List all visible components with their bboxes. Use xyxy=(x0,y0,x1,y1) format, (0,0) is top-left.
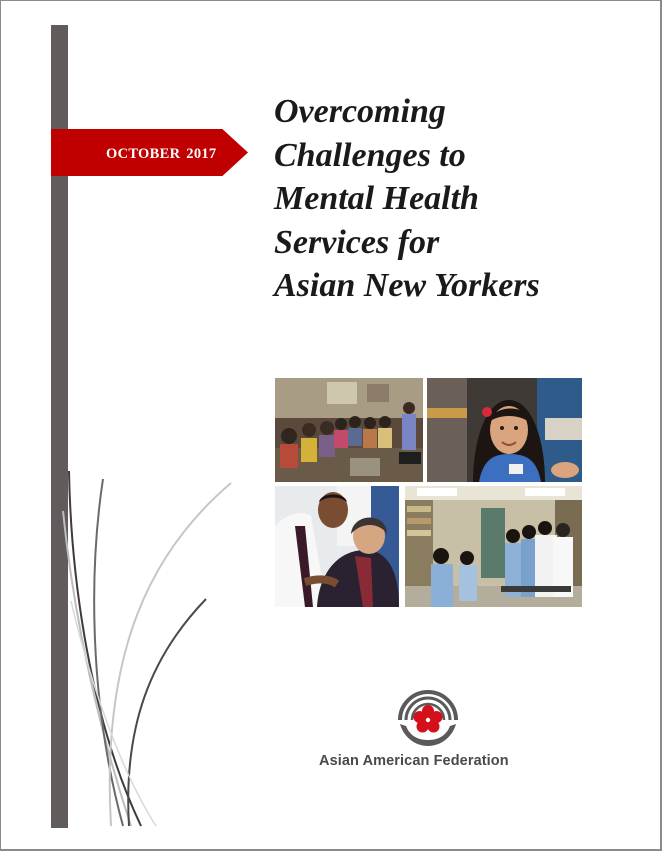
report-date: OCTOBER 2017 xyxy=(106,146,217,162)
federation-flower-logo-icon xyxy=(394,686,462,754)
title-line-3: Mental Health xyxy=(274,180,479,217)
title-line-5: Asian New Yorkers xyxy=(274,267,540,304)
photo-clinic-staff xyxy=(405,486,582,607)
photo-smiling-girl xyxy=(427,378,582,482)
title-line-4: Services for xyxy=(274,223,440,261)
doctor-patient-photo-icon xyxy=(275,486,399,607)
title-line-2: Challenges to xyxy=(274,136,466,174)
decorative-swoosh-lines xyxy=(41,471,241,831)
photo-group-meeting xyxy=(275,378,423,482)
organization-name: Asian American Federation xyxy=(319,753,509,769)
group-meeting-photo-icon xyxy=(275,378,423,482)
report-title xyxy=(274,90,644,308)
photo-doctor-patient xyxy=(275,486,399,607)
title-line-1: Overcoming xyxy=(274,93,446,130)
clinic-staff-photo-icon xyxy=(405,486,582,607)
girl-portrait-photo-icon xyxy=(427,378,582,482)
